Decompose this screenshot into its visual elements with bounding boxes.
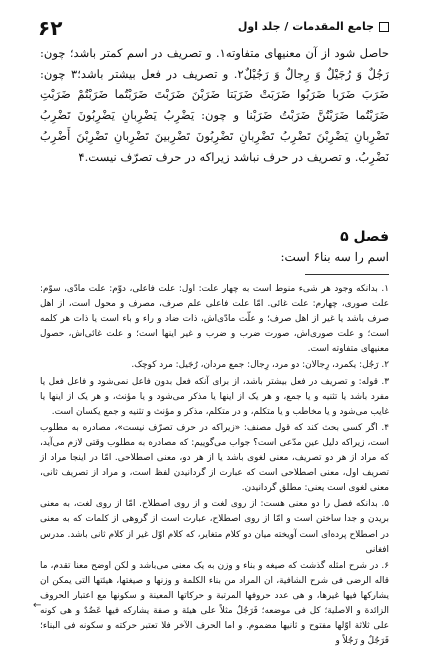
footnote: ۵. بدانکه فصل را دو معنی هست: از روی لغت و از روی اصطلاح. امّا از روی لغت، به معنی بریدن و جدا ساختن است و امّا از روی اصطلاح، عبارت است از گروهی از کلمات که به معنی در اصطلاح پرده‌ای است آویخته میان دو کلام متغایر، که کلام اوّل غیر از کلام ثانی باشد. مدرس افغانی: [40, 499, 389, 555]
page-header: [0, 16, 429, 38]
footnote: ۶. در شرح امثله گذشت که صیغه و بناء و وزن به یک معنی می‌باشد و لکن اوضح معنا تقدم، ما قاله الرضی فی شرح الشافیة، ان المراد من بناء الکلمة و وزنها و صیغتها، هیئتها التی یمکن ان یشارکها فیها غیرها، و هی عدد حروفها المرتبة و حرکاتها المعینة و سکونها مع اعتبار الحروف الزائدة و الاصلیة؛ کل فی موضعه؛ فَرَجُلٌ مثلاً علی هیئة و صفة یشارکه فیها عَضُدٌ و هی کونه علی ثلاثة اوّلها مفتوح و ثانیها مضموم. و اما الحرف الآخر فلا تعتبر حرکته و سکونه فی البناء؛ فَرَجُلٌ و رَجُلاً و: [40, 560, 389, 647]
footnote: ١. بدانکه وجود هر شیء منوط است به چهار علت: اول: علت فاعلی، دوّم: علت مادّی، سوّم: علت صوری، چهارم: علت غائی. امّا علت فاعلی علم صرف، مصرف و محول است، از اهل صرف باشد یا غیر از اهل صرف؛ و علّت مادّی‌اش، ذات ضاد و راء و باء است یا ذات هر کلمه است؛ و علت صوری‌اش، صورت ضرب و ضرب و غیر اینها است؛ و علت غائی‌اش، حصول معنیهای متفاوته است.: [40, 284, 389, 355]
footnotes-block: [40, 282, 389, 650]
section-heading: فصل ۵: [340, 229, 389, 245]
continuation-arrow-icon: ←: [33, 600, 42, 611]
section-subtitle: اسم را سه بنا۶ است:: [280, 250, 389, 264]
footnote: ٢. رَجُل: یکمرد، رِجالان: دو مرد، رِجال: جمع مردان، رُجَیل: مرد کوچک.: [131, 360, 389, 371]
main-paragraph: حاصل شود از آن معنیهای متفاوته١. و تصریف در اسم کمتر باشد؛ چون: رَجُلٌ وَ رُجَیْلٌ وَ رِجالٌ وَ رَجُیْلٌ٢. و تصریف در فعل بیشتر باشد؛٣ چون: ضَرَبَ ضَرَبا ضَرَبُوا ضَرَبَتْ ضَرَبَتا ضَرَبْنَ ضَرَبْتَ ضَرَبْتُما ضَرَبْتُمْ ضَرَبْتِ ضَرَبْتُما ضَرَبْتُنَّ ضَرَبْتُ ضَرَبْنا و چون: یَضْرِبُ یَضْرِبانِ یَضْرِبُونَ تَضْرِبُ تَضْرِبانِ یَضْرِبْنَ تَضْرِبُ تَضْرِبانِ تَضْرِبُونَ تَضْرِبینَ تَضْرِبانِ تَضْرِبْنَ أَضْرِبُ نَضْرِبُ. و تصریف در حرف نباشد زیراکه در حرف تصرّف نیست.۴: [40, 46, 390, 164]
running-title-text: جامع المقدمات / جلد اول: [237, 20, 374, 33]
square-icon: [379, 22, 389, 32]
running-title: [238, 20, 389, 33]
footnote: ۴. اگر کسی بحث کند که قول مصنف: «زیراکه در حرف تصرّف نیست»، مصادره به مطلوب است، زیراکه دلیل عین مدّعی است؟ جواب می‌گوییم: که مصادره به مطلوب وقتی لازم می‌آید، که مراد از هر دو تصریف، معنی لغوی باشد یا از هر دو، معنی اصطلاحی. امّا در اینجا مراد از تصریف اول، معنی اصطلاحی است که عبارت از گردانیدن لفظ است، و مراد از تصریف ثانی، معنی لغوی است یعنی: مطلق گردانیدن.: [40, 422, 389, 494]
page-number: ۶۲: [38, 16, 63, 40]
footnote: ٣. قوله: و تصریف در فعل بیشتر باشد، از برای آنکه فعل بدون فاعل نمی‌شود و فاعل فعل یا مفرد باشد یا تثنیه و یا جمع، و هر یک از اینها یا مذکر می‌شود و یا مؤنث، و هر یک از اینها یا غایب می‌شود و یا مخاطب و یا متکلم، و در متکلم، مذکر و مؤنث و تثنیه و جمع یکسان است.: [40, 376, 389, 417]
footnote-divider: [305, 274, 389, 275]
main-text-block: [40, 43, 389, 167]
